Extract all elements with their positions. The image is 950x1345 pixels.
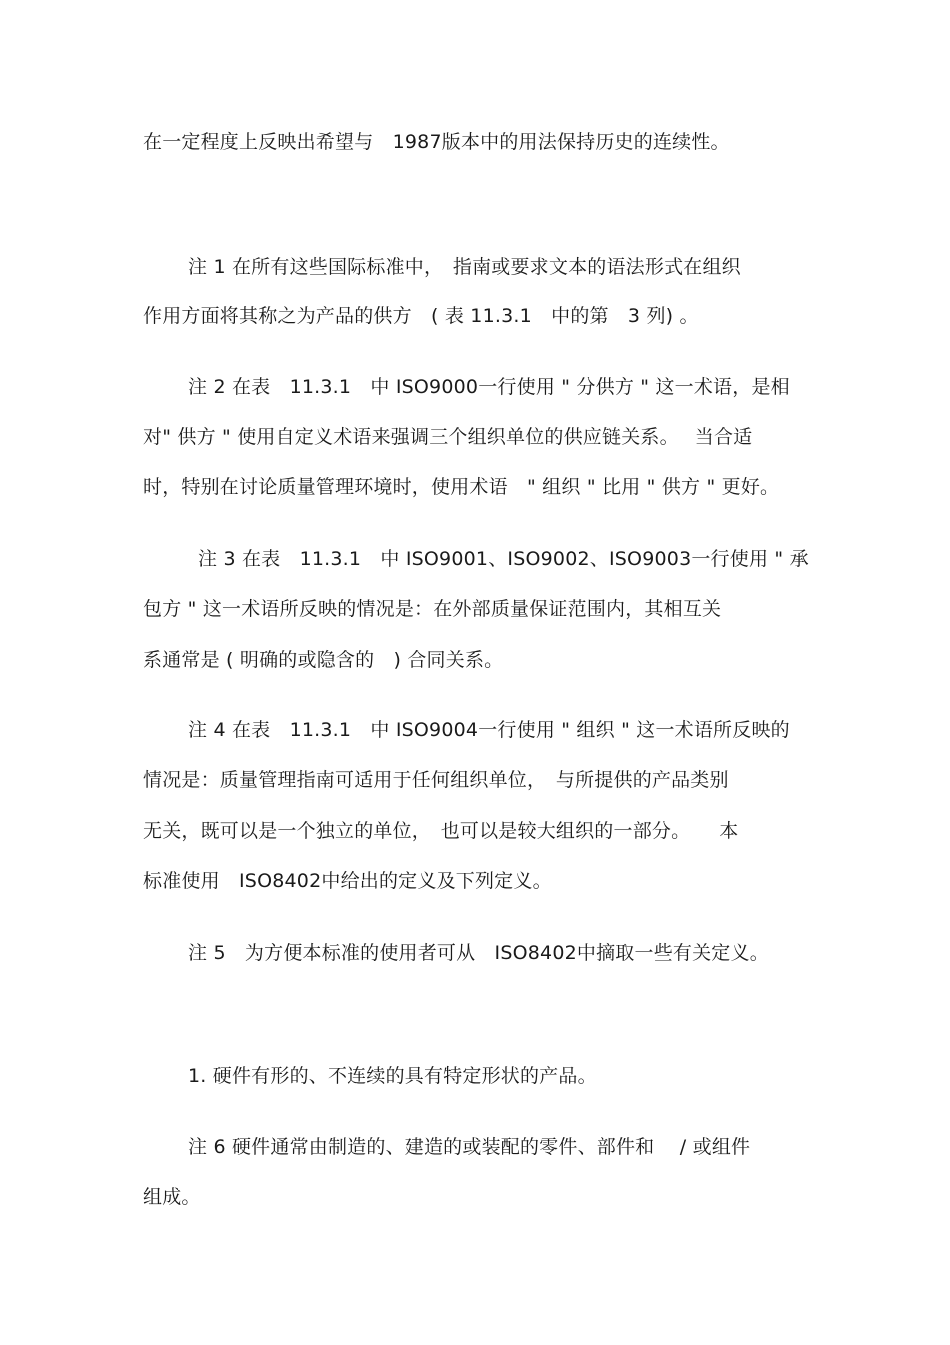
note-1-line-1: 注 1 在所有这些国际标准中， 指南或要求文本的语法形式在组织 [188, 256, 741, 278]
note-6-line-1: 注 6 硬件通常由制造的、建造的或装配的零件、部件和 / 或组件 [188, 1136, 751, 1158]
note-4-line-2: 情况是：质量管理指南可适用于任何组织单位， 与所提供的产品类别 [143, 769, 729, 791]
note-3-line-2: 包方 " 这一术语所反映的情况是：在外部质量保证范围内，其相互关 [143, 598, 722, 620]
note-2-line-3: 时，特别在讨论质量管理环境时，使用术语 " 组织 " 比用 " 供方 " 更好。 [143, 476, 780, 498]
note-1-line-2: 作用方面将其称之为产品的供方 ( 表 11.3.1 中的第 3 列) 。 [143, 305, 699, 327]
note-3-line-3: 系通常是 ( 明确的或隐含的 ) 合同关系。 [143, 649, 504, 671]
note-4-line-1: 注 4 在表 11.3.1 中 ISO9004一行使用 " 组织 " 这一术语所反映的 [188, 719, 790, 741]
note-4-line-3: 无关，既可以是一个独立的单位， 也可以是较大组织的一部分。 本 [143, 820, 739, 842]
note-3-line-1: 注 3 在表 11.3.1 中 ISO9001、ISO9002、ISO9003一行使用 " 承 [198, 548, 809, 570]
definition-hardware: 1. 硬件有形的、不连续的具有特定形状的产品。 [188, 1065, 597, 1087]
note-2-line-1: 注 2 在表 11.3.1 中 ISO9000一行使用 " 分供方 " 这一术语，是相 [188, 376, 790, 398]
note-2-line-2: 对" 供方 " 使用自定义术语来强调三个组织单位的供应链关系。 当合适 [143, 426, 753, 448]
note-6-line-2: 组成。 [143, 1186, 201, 1208]
text-line-1: 在一定程度上反映出希望与 1987版本中的用法保持历史的连续性。 [143, 131, 730, 153]
note-5-line-1: 注 5 为方便本标准的使用者可从 ISO8402中摘取一些有关定义。 [188, 942, 769, 964]
note-4-line-4: 标准使用 ISO8402中给出的定义及下列定义。 [143, 870, 552, 892]
